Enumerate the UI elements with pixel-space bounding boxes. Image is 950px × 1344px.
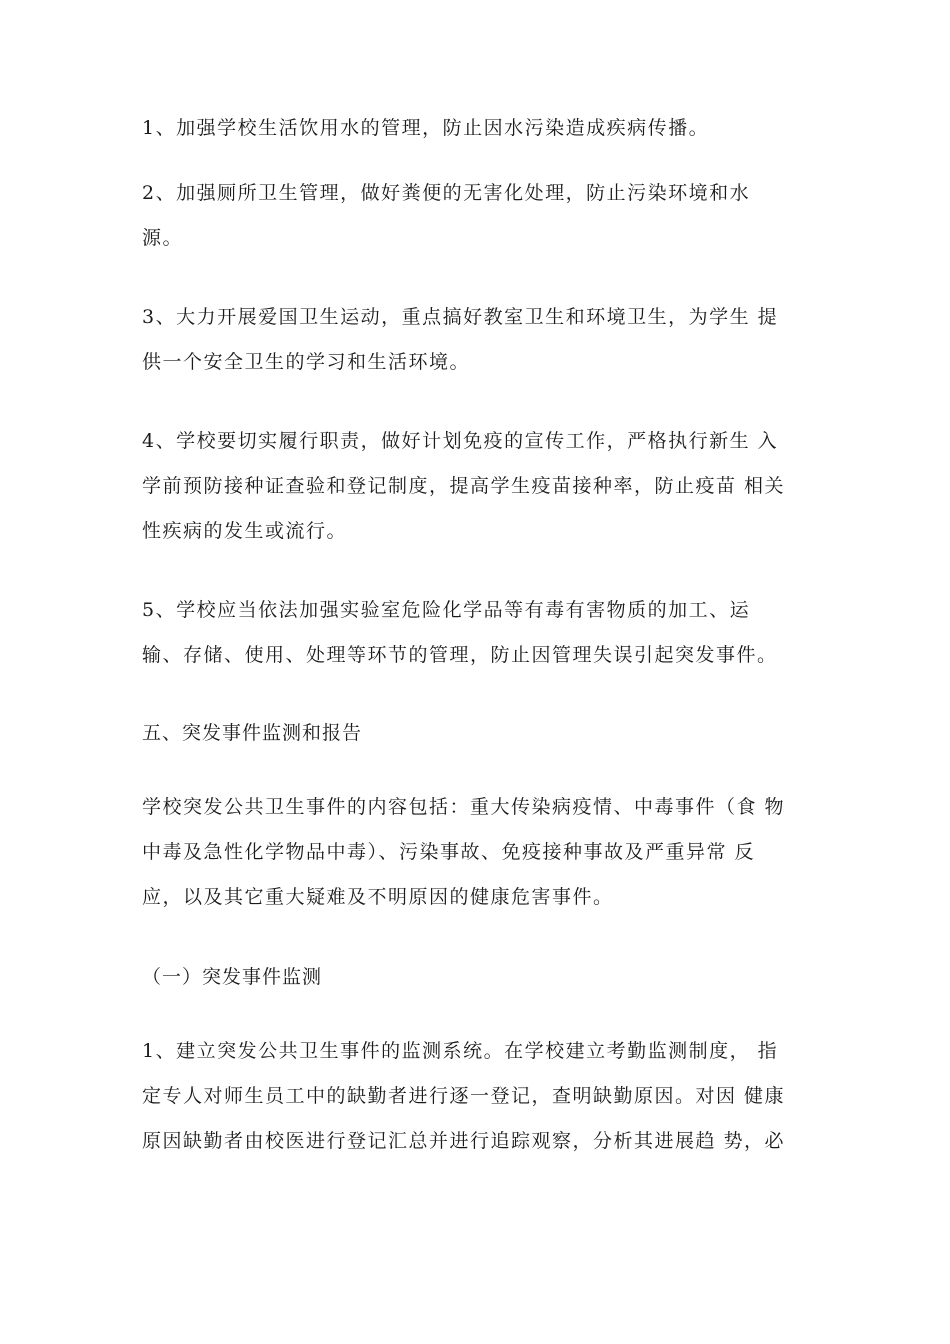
text-line: 学校突发公共卫生事件的内容包括：重大传染病疫情、中毒事件（食 物 — [142, 796, 786, 818]
text-line: 应，以及其它重大疑难及不明原因的健康危害事件。 — [142, 886, 614, 908]
paragraph-monitoring-system — [142, 1029, 820, 1164]
paragraph-emergency-content — [142, 785, 820, 920]
text-line: 5、学校应当依法加强实验室危险化学品等有毒有害物质的加工、运 — [142, 599, 751, 621]
text-line: 源。 — [142, 227, 184, 249]
text-line: 性疾病的发生或流行。 — [142, 520, 348, 542]
paragraph-drinking-water — [142, 106, 820, 151]
subsection-heading-monitoring — [142, 955, 820, 1000]
text-line: 原因缺勤者由校医进行登记汇总并进行追踪观察，分析其进展趋 势，必 — [142, 1130, 786, 1152]
section-heading-monitoring-and-reporting — [142, 711, 820, 756]
text-line: 定专人对师生员工中的缺勤者进行逐一登记，查明缺勤原因。对因 健康 — [142, 1085, 786, 1107]
text-line: 中毒及急性化学物品中毒）、污染事故、免疫接种事故及严重异常 反 — [142, 841, 756, 863]
paragraph-immunization — [142, 419, 820, 554]
text-line: 1、加强学校生活饮用水的管理，防止因水污染造成疾病传播。 — [142, 117, 710, 139]
text-line: 供一个安全卫生的学习和生活环境。 — [142, 351, 471, 373]
text-line: 学前预防接种证查验和登记制度，提高学生疫苗接种率，防止疫苗 相关 — [142, 475, 786, 497]
text-line: 1、建立突发公共卫生事件的监测系统。在学校建立考勤监测制度， 指 — [142, 1040, 779, 1062]
text-line: 输、存储、使用、处理等环节的管理，防止因管理失误引起突发事件。 — [142, 644, 778, 666]
heading-text: （一）突发事件监测 — [142, 966, 323, 988]
heading-text: 五、突发事件监测和报告 — [142, 722, 363, 744]
text-line: 3、大力开展爱国卫生运动，重点搞好教室卫生和环境卫生，为学生 提 — [142, 306, 779, 328]
text-line: 2、加强厕所卫生管理，做好粪便的无害化处理，防止污染环境和水 — [142, 182, 751, 204]
text-line: 4、学校要切实履行职责，做好计划免疫的宣传工作，严格执行新生 入 — [142, 430, 779, 452]
paragraph-lab-chemicals — [142, 588, 820, 678]
paragraph-toilet-hygiene — [142, 171, 820, 261]
paragraph-patriotic-hygiene — [142, 295, 820, 385]
